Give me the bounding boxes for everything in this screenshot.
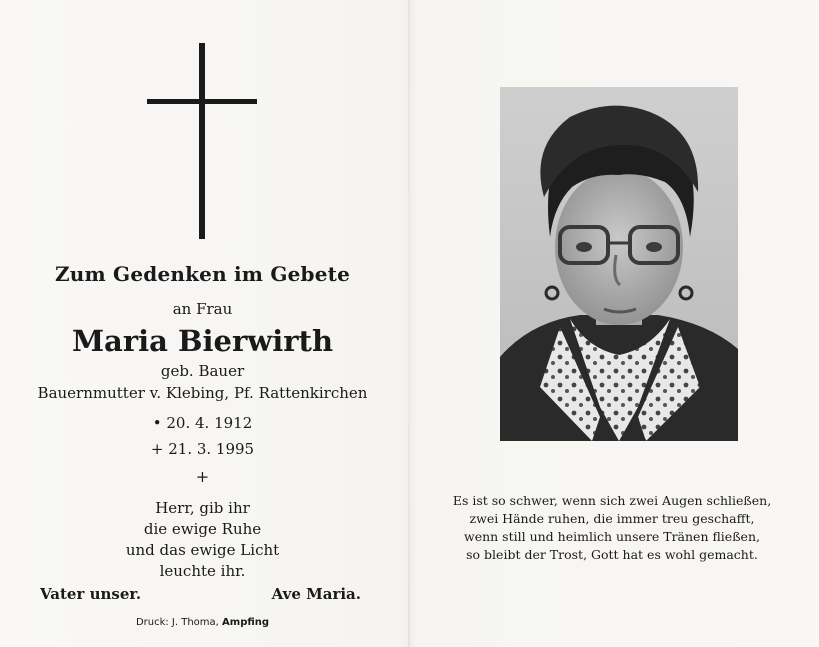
portrait-image	[500, 87, 738, 441]
deceased-description: Bauernmutter v. Klebing, Pf. Rattenkirchen	[37, 384, 368, 402]
printer-credit	[20, 617, 385, 628]
cross-icon	[147, 43, 257, 243]
prayer-line: leuchte ihr.	[159, 562, 246, 580]
prayer-line: die ewige Ruhe	[143, 520, 262, 538]
prayer-line: Herr, gib ihr	[155, 499, 250, 517]
printer-town: Ampfing	[222, 617, 270, 628]
poem-line: zwei Hände ruhen, die immer treu geschafft,	[469, 511, 755, 526]
poem-line: Es ist so schwer, wenn sich zwei Augen schließen,	[452, 493, 772, 508]
portrait-photo	[500, 87, 738, 441]
maiden-name: geb. Bauer	[160, 362, 245, 380]
cross-separator: +	[195, 467, 210, 486]
deceased-name: Maria Bierwirth	[71, 324, 334, 358]
card-fold	[408, 0, 410, 647]
birth-date: • 20. 4. 1912	[152, 414, 253, 432]
death-date: + 21. 3. 1995	[150, 440, 255, 458]
left-panel	[20, 0, 385, 647]
closing-vater-unser: Vater unser.	[40, 585, 142, 603]
printer-name: Druck: J. Thoma,	[135, 617, 219, 628]
intro-text: an Frau	[172, 300, 233, 318]
memorial-poem	[442, 492, 782, 564]
prayer-text	[20, 498, 385, 582]
closing-ave-maria: Ave Maria.	[271, 585, 361, 603]
poem-line: so bleibt der Trost, Gott hat es wohl gemacht.	[466, 547, 758, 562]
prayer-line: und das ewige Licht	[125, 541, 280, 559]
memorial-heading: Zum Gedenken im Gebete	[54, 262, 350, 286]
poem-line: wenn still und heimlich unsere Tränen fließen,	[464, 529, 760, 544]
